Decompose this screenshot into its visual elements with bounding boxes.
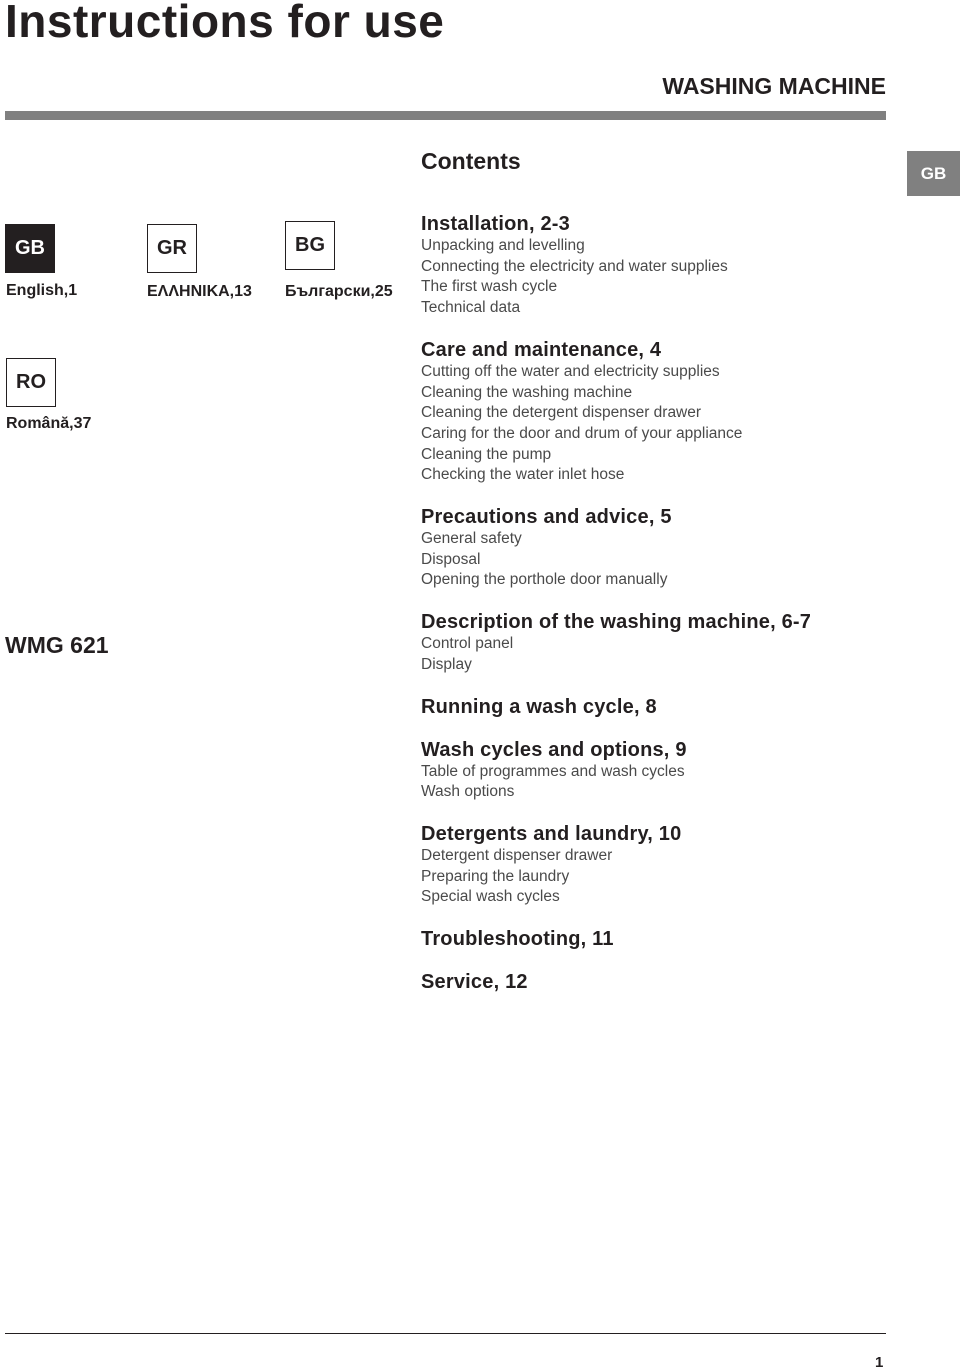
toc-section xyxy=(421,927,921,951)
toc-section-title[interactable]: Installation, 2-3 xyxy=(421,213,570,235)
toc-entry[interactable]: Special wash cycles xyxy=(421,888,560,906)
lang-label-gb[interactable]: English,1 xyxy=(6,282,78,299)
toc-entry[interactable]: Unpacking and levelling xyxy=(421,237,585,254)
lang-label-gr[interactable]: ΕΛΛΗΝΙΚΑ,13 xyxy=(147,283,252,300)
table-of-contents xyxy=(421,212,921,1013)
document-title: Instructions for use xyxy=(5,0,445,47)
toc-entry[interactable]: Cleaning the pump xyxy=(421,445,552,463)
toc-entry[interactable]: Display xyxy=(421,655,472,673)
toc-entry[interactable]: General safety xyxy=(421,530,522,548)
toc-entry[interactable]: Cleaning the washing machine xyxy=(421,383,633,401)
lang-code-gb[interactable]: GB xyxy=(5,224,55,273)
toc-entry[interactable]: The first wash cycle xyxy=(421,278,558,296)
toc-section-title[interactable]: Detergents and laundry, 10 xyxy=(421,822,682,845)
toc-entry[interactable]: Disposal xyxy=(421,550,481,568)
lang-label-bg[interactable]: Български,25 xyxy=(285,283,393,300)
toc-entry[interactable]: Detergent dispenser drawer xyxy=(421,846,613,864)
model-number: WMG 621 xyxy=(5,632,109,658)
toc-section-title[interactable]: Running a wash cycle, 8 xyxy=(421,695,657,718)
toc-entry[interactable]: Cleaning the detergent dispenser drawer xyxy=(421,404,702,422)
footer-divider xyxy=(5,1333,886,1334)
toc-entry[interactable]: Wash options xyxy=(421,783,515,801)
toc-entry[interactable]: Preparing the laundry xyxy=(421,867,570,885)
toc-entry[interactable]: Caring for the door and drum of your appliance xyxy=(421,424,743,442)
lang-code-gr[interactable]: GR xyxy=(147,224,197,273)
product-type: WASHING MACHINE xyxy=(662,73,886,99)
toc-section xyxy=(421,610,921,675)
lang-code-bg[interactable]: BG xyxy=(285,221,335,270)
toc-entry[interactable]: Technical data xyxy=(421,299,521,317)
language-side-tab[interactable]: GB xyxy=(907,151,960,196)
toc-section-title[interactable]: Precautions and advice, 5 xyxy=(421,506,672,529)
toc-section-title[interactable]: Description of the washing machine, 6-7 xyxy=(421,611,812,634)
toc-section xyxy=(421,970,921,994)
lang-code-ro[interactable]: RO xyxy=(6,358,56,407)
toc-section xyxy=(421,212,921,319)
toc-entry[interactable]: Table of programmes and wash cycles xyxy=(421,762,685,780)
lang-label-ro[interactable]: Română,37 xyxy=(6,415,92,432)
toc-section xyxy=(421,738,921,803)
toc-section xyxy=(421,338,921,486)
header-divider xyxy=(5,111,886,120)
toc-section xyxy=(421,505,921,591)
toc-entry[interactable]: Connecting the electricity and water supplies xyxy=(421,257,728,275)
toc-section-title[interactable]: Care and maintenance, 4 xyxy=(421,338,662,361)
toc-entry[interactable]: Cutting off the water and electricity supplies xyxy=(421,362,720,380)
toc-entry[interactable]: Control panel xyxy=(421,635,514,653)
toc-entry[interactable]: Checking the water inlet hose xyxy=(421,466,625,484)
toc-section xyxy=(421,695,921,719)
toc-section-title[interactable]: Wash cycles and options, 9 xyxy=(421,738,687,761)
toc-section-title[interactable]: Troubleshooting, 11 xyxy=(421,928,614,951)
toc-section xyxy=(421,822,921,908)
contents-heading: Contents xyxy=(421,148,521,174)
page-number: 1 xyxy=(875,1354,884,1371)
toc-entry[interactable]: Opening the porthole door manually xyxy=(421,571,668,589)
toc-section-title[interactable]: Service, 12 xyxy=(421,971,528,994)
